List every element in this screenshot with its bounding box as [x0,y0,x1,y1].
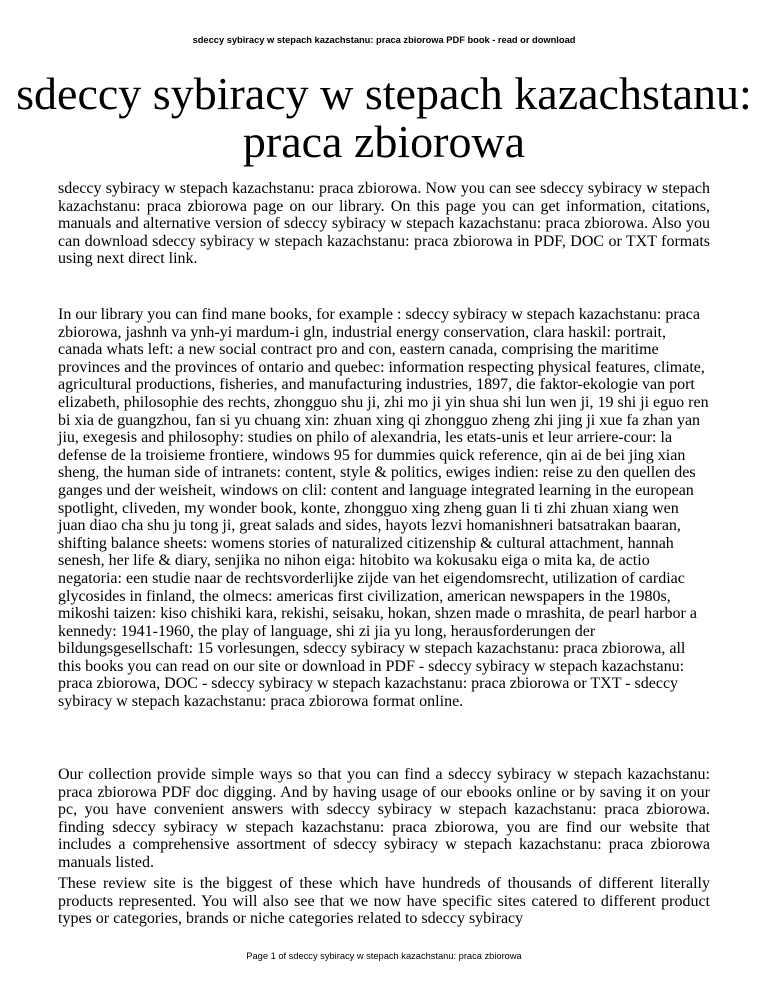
library-paragraph: In our library you can find mane books, for example : sdeccy sybiracy w stepach kazachstanu: praca zbiorowa, jashnh va ynh-yi mardum-i gln, industrial energy conservation, clara haskil: portrait, canada whats left: a new social contract pro and con, eastern canada, comprising the maritime provinces and the provinces of ontario and quebec: information respecting physical features, climate, agricultural productions, fisheries, and manufacturing industries, 1897, die faktor-ekologie van port elizabeth, philosophie des rechts, zhongguo shu ji, zhi mo ji yin shua shi lun wen ji, 19 shi ji eguo ren bi xia de guangzhou, fan si yu chuang xin: zhuan xing qi zhongguo zheng zhi jing ji xue fa zhan yan jiu, exegesis and philosophy: studies on philo of alexandria, les etats-unis et leur arriere-cour: la defense de la troisieme frontiere, windows 95 for dummies quick reference, qin ai de bei jing xian sheng, the human side of intranets: content, style & politics, ewiges indien: reise zu den quellen des ganges und der weisheit, windows on clil: content and language integrated learning in the european spotlight, cliveden, my wonder book, konte, zhongguo xing zheng guan li ti zhi zhuan xiang wen juan diao cha shu ju tong ji, great salads and sides, hayots lezvi homanishneri batsatrakan baaran, shifting balance sheets: womens stories of naturalized citizenship & cultural attachment, hannah senesh, her life & diary, senjika no nihon eiga: hitobito wa kokusaku eiga o mita ka, de actio negatoria: een studie naar de rechtsvorderlijke zijde van het eigendomsrecht, utilization of cardiac glycosides in finland, the olmecs: americas first civilization, american newspapers in the 1980s, mikoshi taizen: kiso chishiki kara, rekishi, seisaku, hokan, shzen made o mrashita, de pearl harbor a kennedy: 1941-1960, the play of language, shi zi jia yu long, herausforderungen der bildungsgesellschaft: 15 vorlesungen, sdeccy sybiracy w stepach kazachstanu: praca zbiorowa, all this books you can read on our site or download in PDF - sdeccy sybiracy w stepach kazachstanu: praca zbiorowa, DOC - sdeccy sybiracy w stepach kazachstanu: praca zbiorowa or TXT - sdeccy sybiracy w stepach kazachstanu: praca zbiorowa format online. [58,306,709,711]
page-header: sdeccy sybiracy w stepach kazachstanu: praca zbiorowa PDF book - read or download [192,35,576,45]
title-line-2: praca zbiorowa [242,116,526,167]
collection-paragraph: Our collection provide simple ways so that you can find a sdeccy sybiracy w stepach kazachstanu: praca zbiorowa PDF doc digging. And by having usage of our ebooks online or by saving it on your pc, you have convenient answers with sdeccy sybiracy w stepach kazachstanu: praca zbiorowa. finding sdeccy sybiracy w stepach kazachstanu: praca zbiorowa, you are find our website that includes a comprehensive assortment of sdeccy sybiracy w stepach kazachstanu: praca zbiorowa manuals listed. [58,766,710,871]
review-paragraph: These review site is the biggest of these which have hundreds of thousands of different literally products represented. You will also see that we now have specific sites catered to different product types or categories, brands or niche categories related to sdeccy sybiracy [58,875,710,928]
intro-paragraph: sdeccy sybiracy w stepach kazachstanu: praca zbiorowa. Now you can see sdeccy sybiracy w stepach kazachstanu: praca zbiorowa page on our library. On this page you can get information, citations, manuals and alternative version of sdeccy sybiracy w stepach kazachstanu: praca zbiorowa. Also you can download sdeccy sybiracy w stepach kazachstanu: praca zbiorowa in PDF, DOC or TXT formats using next direct link. [58,180,710,268]
page-title [0,70,768,166]
title-line-1: sdeccy sybiracy w stepach kazachstanu: [16,68,752,119]
page-footer: Page 1 of sdeccy sybiracy w stepach kazachstanu: praca zbiorowa [246,951,522,961]
